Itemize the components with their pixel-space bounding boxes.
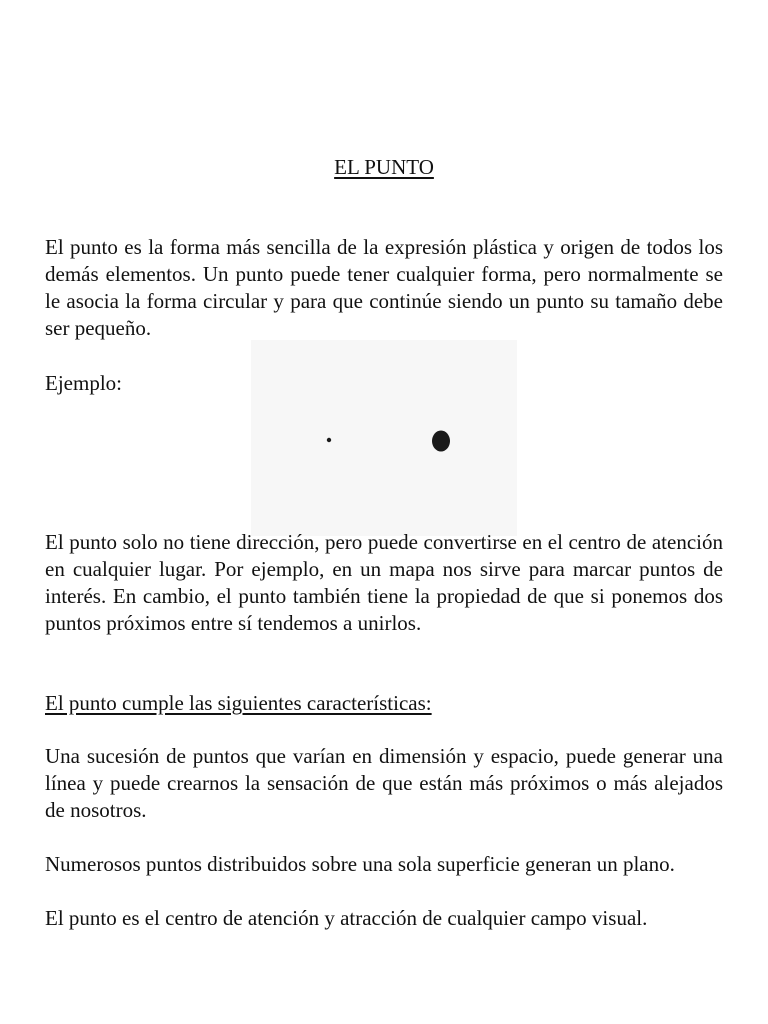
intro-paragraph: El punto es la forma más sencilla de la expresión plástica y origen de todos los demás elementos. Un punto puede tener cualquier forma, pero normalmente se le asocia la forma circular y para que continúe siendo un punto su tamaño debe ser pequeño.: [45, 235, 723, 340]
example-label: Ejemplo:: [45, 371, 122, 395]
characteristic-item: El punto es el centro de atención y atracción de cualquier campo visual.: [45, 906, 648, 930]
document-title: EL PUNTO: [334, 155, 434, 179]
large-dot: [432, 431, 450, 452]
direction-paragraph: El punto solo no tiene dirección, pero puede convertirse en el centro de atención en cualquier lugar. Por ejemplo, en un mapa nos sirve para marcar puntos de interés. En cambio, el punto también tiene la propiedad de que si ponemos dos puntos próximos entre sí tendemos a unirlos.: [45, 530, 723, 635]
small-dot: [327, 438, 331, 442]
characteristics-heading: El punto cumple las siguientes características:: [45, 691, 432, 715]
dots-illustration: [251, 340, 517, 536]
characteristic-item: Una sucesión de puntos que varían en dimensión y espacio, puede generar una línea y puede crearnos la sensación de que están más próximos o más alejados de nosotros.: [45, 744, 723, 822]
characteristic-item: Numerosos puntos distribuidos sobre una sola superficie generan un plano.: [45, 852, 675, 876]
example-dots-figure: [251, 340, 517, 536]
document-title-container: [0, 154, 768, 181]
characteristics-heading-wrap: [45, 690, 723, 717]
